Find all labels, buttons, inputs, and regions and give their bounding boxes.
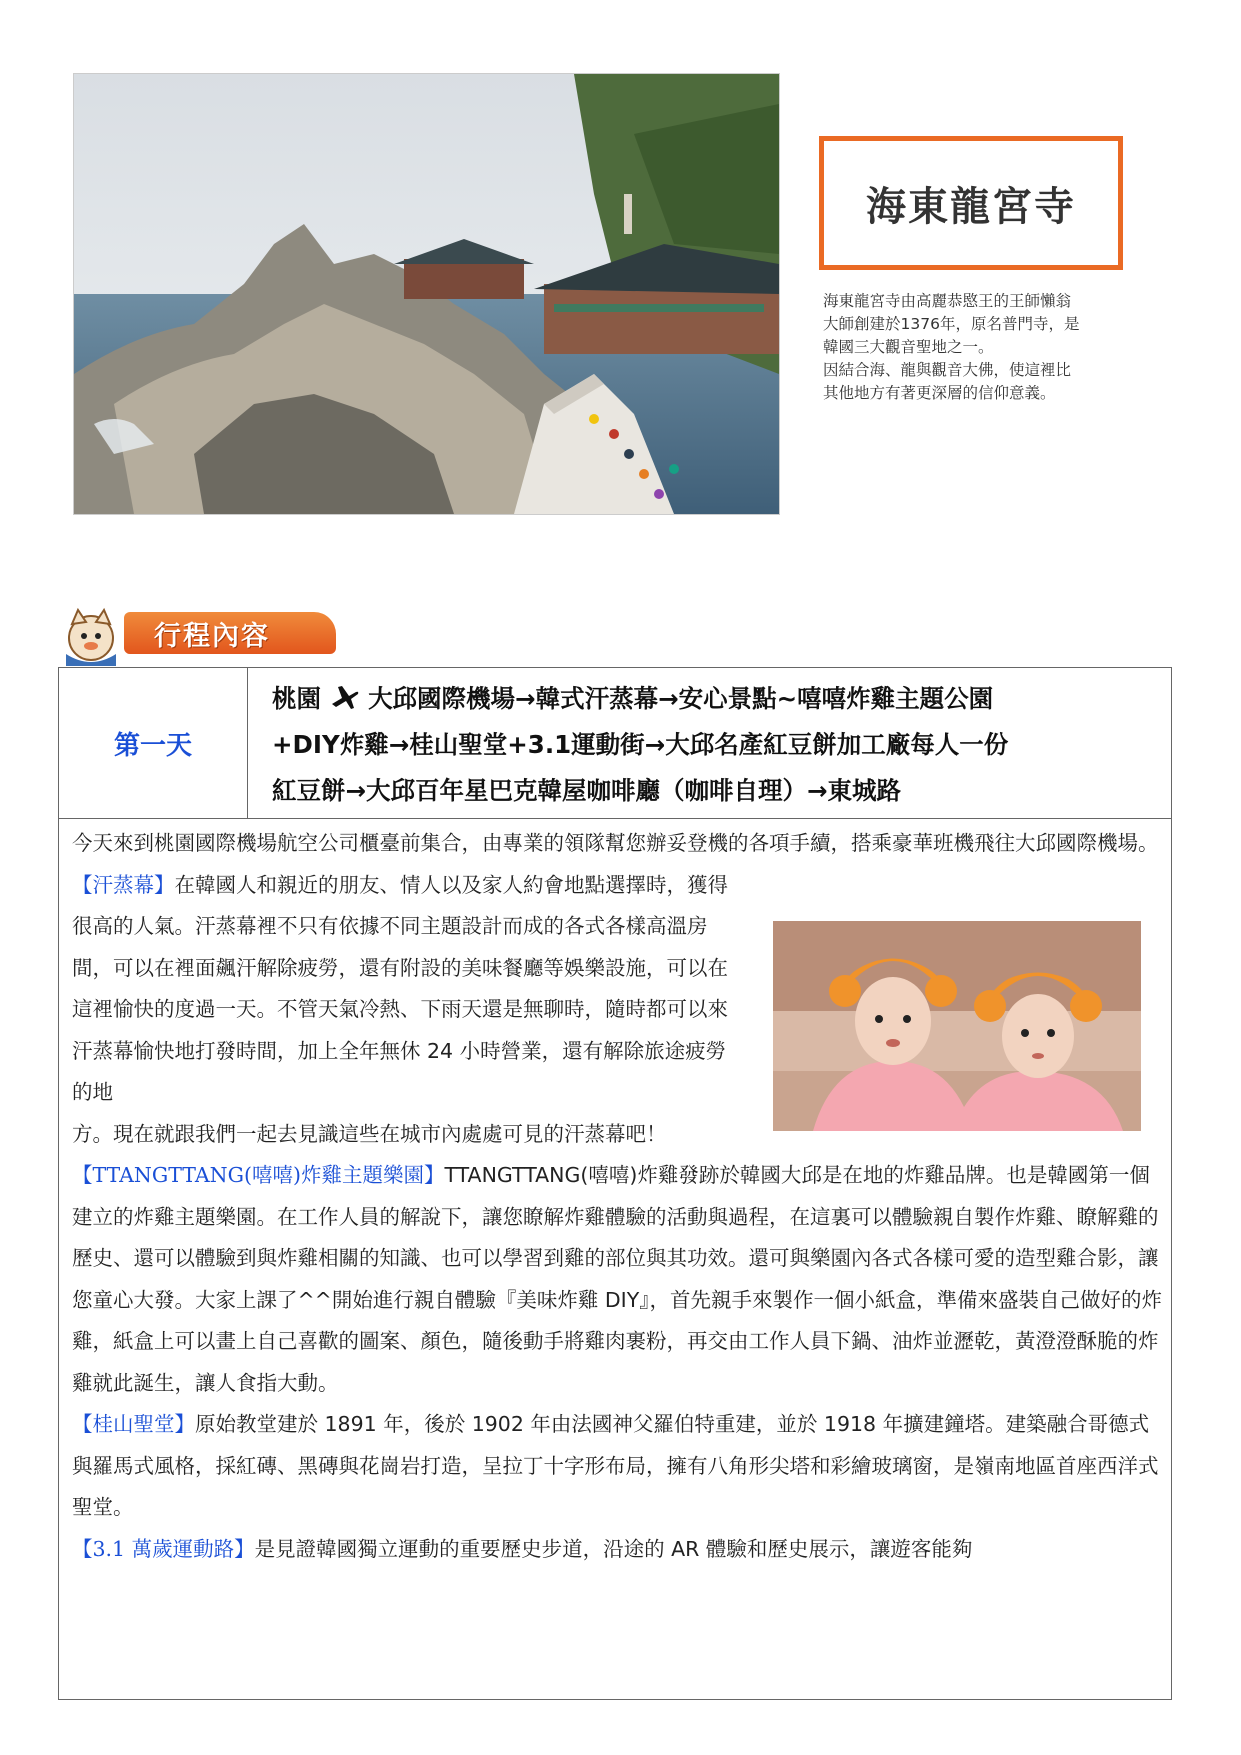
intro-paragraph: 今天來到桃園國際機場航空公司櫃臺前集合，由專業的領隊幫您辦妥登機的各項手續，搭乘豪華班機飛往大邱國際機場。 (72, 831, 1159, 855)
sauna-paragraph-tail: 方。現在就跟我們一起去見識這些在城市內處處可見的汗蒸幕吧！ (72, 1121, 667, 1146)
desc-line: 其他地方有著更深層的信仰意義。 (823, 384, 1056, 402)
desc-line: 韓國三大觀音聖地之一。 (823, 338, 994, 356)
street-text: 是見證韓國獨立運動的重要歷史步道，沿途的 AR 體驗和歷史展示，讓遊客能夠 (254, 1536, 973, 1561)
day-label: 第一天 (59, 668, 248, 818)
church-text: 原始教堂建於 1891 年，後於 1902 年由法國神父羅伯特重建，並於 1918 年擴建鐘塔。建築融合哥德式與羅馬式風格，採紅磚、黑磚與花崗岩打造，呈拉丁十字形布局，擁有八角形尖塔和彩繪玻璃窗，是嶺南地區首座西洋式聖堂。 (72, 1412, 1159, 1519)
street-heading: 【3.1 萬歲運動路】 (72, 1536, 255, 1561)
route-line (272, 676, 1152, 722)
chicken-text: TTANGTTANG(嘻嘻)炸雞發跡於韓國大邱是在地的炸雞品牌。也是韓國第一個建立的炸雞主題樂園。在工作人員的解說下，讓您瞭解炸雞體驗的活動與過程，在這裏可以體驗親自製作炸雞、瞭解雞的歷史、還可以體驗到與炸雞相關的知識、也可以學習到雞的部位與其功效。還可與樂園內各式各樣可愛的造型雞合影，讓您童心大發。大家上課了^^開始進行親自體驗『美味炸雞 DIY』，首先親手來製作一個小紙盒，準備來盛裝自己做好的炸雞，紙盒上可以畫上自己喜歡的圖案、顏色，隨後動手將雞肉裹粉，再交由工作人員下鍋、油炸並瀝乾，黃澄澄酥脆的炸雞就此誕生，讓人食指大動。 (72, 1163, 1162, 1395)
temple-photo-image (74, 74, 779, 514)
sauna-heading: 【汗蒸幕】 (72, 872, 175, 897)
attraction-description (823, 290, 1143, 405)
airplane-icon (330, 684, 360, 710)
desc-line: 大師創建於1376年，原名普門寺，是 (823, 315, 1080, 333)
attraction-title-box (819, 136, 1123, 270)
chicken-heading: 【TTANGTTANG(嘻嘻)炸雞主題樂園】 (72, 1163, 445, 1187)
section-header (60, 604, 290, 666)
section-title: 行程內容 (154, 620, 270, 652)
sauna-photo-image (773, 921, 1141, 1131)
itinerary-table (58, 667, 1172, 1700)
desc-line: 海東龍宮寺由高麗恭愍王的王師懶翁 (823, 292, 1072, 310)
sauna-photo (773, 921, 1141, 1131)
route-rest: 大邱國際機場→韓式汗蒸幕→安心景點~嘻嘻炸雞主題公園 (368, 684, 994, 713)
mascot-icon (60, 604, 122, 666)
hero-photo (73, 73, 780, 515)
church-paragraph (72, 1404, 1162, 1529)
day-route (272, 676, 1152, 814)
attraction-title: 海東龍宮寺 (866, 182, 1076, 230)
route-line: +DIY炸雞→桂山聖堂+3.1運動街→大邱名產紅豆餅加工廠每人一份 (272, 730, 1009, 759)
chicken-paragraph (72, 1155, 1162, 1404)
church-heading: 【桂山聖堂】 (72, 1412, 195, 1436)
sauna-text: 在韓國人和親近的朋友、情人以及家人約會地點選擇時，獲得很高的人氣。汗蒸幕裡不只有依據不同主題設計而成的各式各樣高溫房間，可以在裡面飆汗解除疲勞，還有附設的美味餐廳等娛樂設施，可以在這裡愉快的度過一天。不管天氣冷熱、下雨天還是無聊時，隨時都可以來汗蒸幕愉快地打發時間，加上全年無休 24 小時營業，還有解除旅途疲勞的地 (72, 872, 728, 1104)
sauna-paragraph (72, 865, 742, 1114)
street-paragraph (72, 1529, 1162, 1571)
section-title-pill (124, 612, 336, 654)
day-row (59, 668, 1171, 819)
desc-line: 因結合海、龍與觀音大佛，使這裡比 (823, 361, 1072, 379)
route-line: 紅豆餅→大邱百年星巴克韓屋咖啡廳（咖啡自理）→東城路 (272, 776, 902, 805)
route-origin: 桃園 (272, 684, 321, 713)
